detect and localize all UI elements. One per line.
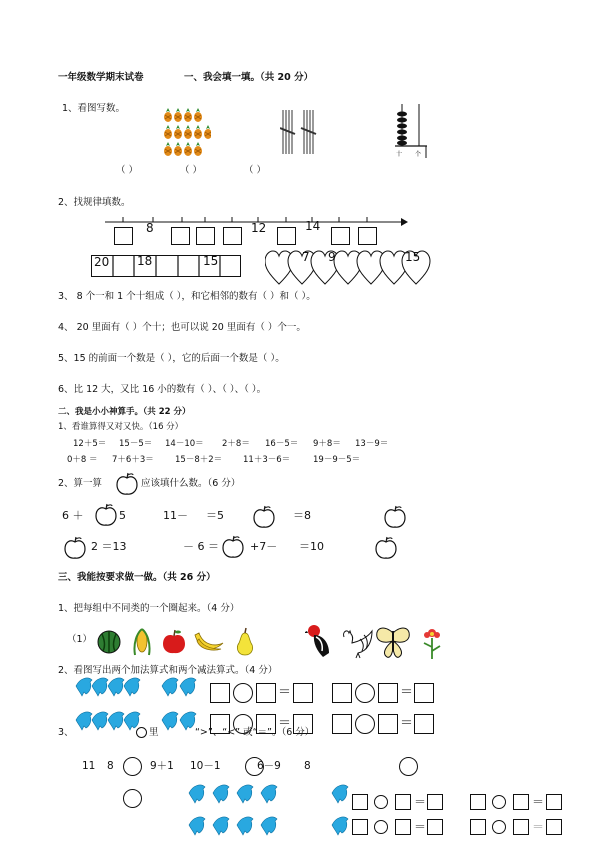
answer-box[interactable]: [470, 794, 486, 810]
number-line-value: 14: [305, 219, 321, 233]
answer-box[interactable]: [352, 794, 368, 810]
q5-text: 5、15 的前面一个数是（ ），它的后面一个数是（ ）。: [58, 353, 285, 364]
apple-icon[interactable]: [384, 505, 406, 529]
pear-icon[interactable]: [233, 627, 257, 657]
compare-item: 8: [304, 760, 311, 772]
apple-icon[interactable]: [222, 535, 244, 559]
calc-item[interactable]: 9＋8＝: [313, 439, 341, 449]
svg-text:十: 十: [396, 151, 403, 158]
answer-box[interactable]: [470, 819, 486, 835]
answer-box[interactable]: [395, 794, 411, 810]
calc-item[interactable]: 15－8＋2＝: [175, 455, 223, 465]
q1-answer-b[interactable]: （ ）: [180, 165, 203, 176]
number-line-blank[interactable]: [114, 227, 133, 245]
section-2-heading: 二、我是小小神算手。（共 22 分）: [58, 407, 191, 417]
q1-label: 1、看图写数。: [62, 103, 126, 114]
s2-sub2-b: 应该填什么数。（6 分）: [141, 478, 241, 489]
calc-item[interactable]: 7＋6＋3＝: [112, 455, 154, 465]
equals-sign: ＝: [400, 716, 414, 731]
q6-text: 6、比 12 大，又比 16 小的数有（ ）、（ ）、（ ）。: [58, 384, 267, 395]
calc-item[interactable]: 12＋5＝: [73, 439, 107, 449]
dolphins-group-icon: [187, 783, 297, 841]
heart-value: 7: [302, 250, 310, 264]
number-line-value: 12: [251, 221, 267, 235]
woodpecker-icon[interactable]: [305, 623, 335, 659]
calc-item[interactable]: 13－9＝: [355, 439, 389, 449]
answer-box[interactable]: [293, 683, 313, 703]
q3-text: 3、 8 个一和 1 个十组成（ ），和它相邻的数有（ ）和（ ）。: [58, 291, 316, 302]
number-line-blank[interactable]: [171, 227, 190, 245]
dolphins-group-icon: [330, 783, 352, 841]
answer-box[interactable]: [332, 714, 352, 734]
operator-circle[interactable]: [492, 820, 506, 834]
answer-box[interactable]: [546, 819, 562, 835]
compare-circle[interactable]: [399, 757, 418, 776]
svg-text:个: 个: [415, 151, 422, 158]
eq4: 2 ＝13: [91, 540, 127, 553]
watermelon-icon[interactable]: [96, 629, 122, 655]
calc-item[interactable]: 2＋8＝: [222, 439, 250, 449]
answer-box[interactable]: [256, 683, 276, 703]
equals-sign: ＝: [278, 716, 292, 731]
stick-bundles-icon: [280, 108, 320, 156]
answer-box[interactable]: [427, 819, 443, 835]
calc-item[interactable]: 14－10＝: [165, 439, 204, 449]
page-title: 一年级数学期末试卷: [58, 72, 144, 83]
calc-item[interactable]: 19－9－5＝: [313, 455, 361, 465]
red-apple-icon[interactable]: [162, 629, 186, 655]
s3-sub3-a: 3、: [58, 727, 74, 738]
answer-box[interactable]: [352, 819, 368, 835]
number-line-blank[interactable]: [331, 227, 350, 245]
answer-box[interactable]: [378, 714, 398, 734]
sequence-value: 15: [203, 254, 219, 268]
compare-item: 6－9: [257, 760, 281, 772]
calc-item[interactable]: 16－5＝: [265, 439, 299, 449]
sequence-box-dividers: [91, 255, 241, 277]
eq2-left: 11－: [163, 509, 188, 522]
compare-item: 10－1: [190, 760, 221, 772]
answer-box[interactable]: [210, 683, 230, 703]
eq1-left: 6 ＋: [62, 509, 84, 522]
apple-icon[interactable]: [375, 536, 397, 560]
s3-sub3-c: “>”、“<” 或“＝”。（6 分）: [195, 727, 315, 738]
s3-sub3-b: 里: [149, 727, 159, 738]
number-line-value: 8: [146, 221, 154, 235]
q1-answer-c[interactable]: （ ）: [244, 165, 267, 176]
abacus-icon: [393, 104, 429, 158]
group-label: （1）: [67, 634, 93, 645]
sequence-value: 20: [94, 255, 110, 269]
s3-sub1: 1、把每组中不同类的一个圈起来。（4 分）: [58, 603, 240, 614]
operator-circle[interactable]: [355, 683, 375, 703]
number-line-blank[interactable]: [358, 227, 377, 245]
eq1-right: 5: [119, 509, 126, 522]
eq3: ＝8: [293, 509, 311, 522]
number-line-blank[interactable]: [223, 227, 242, 245]
heart-value: 9: [328, 250, 336, 264]
compare-item: 9＋1: [150, 760, 174, 772]
answer-box[interactable]: [395, 819, 411, 835]
operator-circle[interactable]: [374, 820, 388, 834]
equals-sign: ＝: [400, 685, 414, 700]
rooster-icon[interactable]: [338, 627, 374, 659]
heart-value: 15: [405, 250, 421, 264]
compare-circle[interactable]: [123, 789, 142, 808]
q4-text: 4、 20 里面有（ ）个十；也可以说 20 里面有（ ）个一。: [58, 322, 306, 333]
corn-icon[interactable]: [131, 625, 153, 657]
answer-box[interactable]: [513, 794, 529, 810]
q1-answer-a[interactable]: （ ）: [116, 165, 139, 176]
apple-icon[interactable]: [253, 505, 275, 529]
compare-item: 11: [82, 760, 96, 772]
apple-icon[interactable]: [64, 536, 86, 560]
answer-box[interactable]: [427, 794, 443, 810]
answer-box[interactable]: [414, 714, 434, 734]
answer-box[interactable]: [378, 683, 398, 703]
answer-box[interactable]: [332, 683, 352, 703]
pineapple-group-icon: [163, 108, 211, 158]
eq2-right: ＝5: [206, 509, 224, 522]
q2-label: 2、找规律填数。: [58, 197, 131, 208]
dolphins-group-icon: [74, 676, 144, 734]
compare-circle[interactable]: [123, 757, 142, 776]
sequence-value: 18: [137, 254, 153, 268]
number-line-blank[interactable]: [277, 227, 296, 245]
butterfly-icon[interactable]: [375, 625, 411, 659]
section-3-heading: 三、我能按要求做一做。（共 26 分）: [58, 572, 216, 583]
answer-box[interactable]: [414, 683, 434, 703]
eq5-a: － 6 ＝: [183, 540, 219, 553]
dolphins-group-icon: [160, 676, 210, 734]
operator-circle[interactable]: [355, 714, 375, 734]
banana-icon[interactable]: [193, 629, 225, 655]
equals-sign: ＝: [414, 795, 427, 809]
equals-sign: ＝: [532, 795, 545, 809]
compare-circle-icon: [136, 727, 147, 738]
flower-icon[interactable]: [418, 625, 446, 661]
s2-sub1: 1、看谁算得又对又快。（16 分）: [58, 422, 184, 432]
operator-circle[interactable]: [374, 795, 388, 809]
s2-sub2-a: 2、算一算: [58, 478, 103, 489]
s3-sub2: 2、看图写出两个加法算式和两个减法算式。（4 分）: [58, 665, 278, 676]
compare-item: 8: [107, 760, 114, 772]
equals-sign: ＝: [414, 820, 427, 834]
eq5-c: ＝10: [299, 540, 324, 553]
equals-sign: ＝: [532, 820, 545, 834]
section-1-heading: 一、我会填一填。（共 20 分）: [184, 72, 314, 83]
calc-item[interactable]: 0＋8 ＝: [67, 455, 98, 465]
apple-icon[interactable]: [95, 503, 117, 527]
answer-box[interactable]: [546, 794, 562, 810]
calc-item[interactable]: 11＋3－6＝: [243, 455, 291, 465]
equals-sign: ＝: [278, 685, 292, 700]
operator-circle[interactable]: [492, 795, 506, 809]
calc-item[interactable]: 15－5＝: [119, 439, 153, 449]
number-line-blank[interactable]: [196, 227, 215, 245]
apple-icon: [116, 472, 138, 496]
eq5-b: +7－: [250, 540, 278, 553]
operator-circle[interactable]: [233, 683, 253, 703]
answer-box[interactable]: [513, 819, 529, 835]
